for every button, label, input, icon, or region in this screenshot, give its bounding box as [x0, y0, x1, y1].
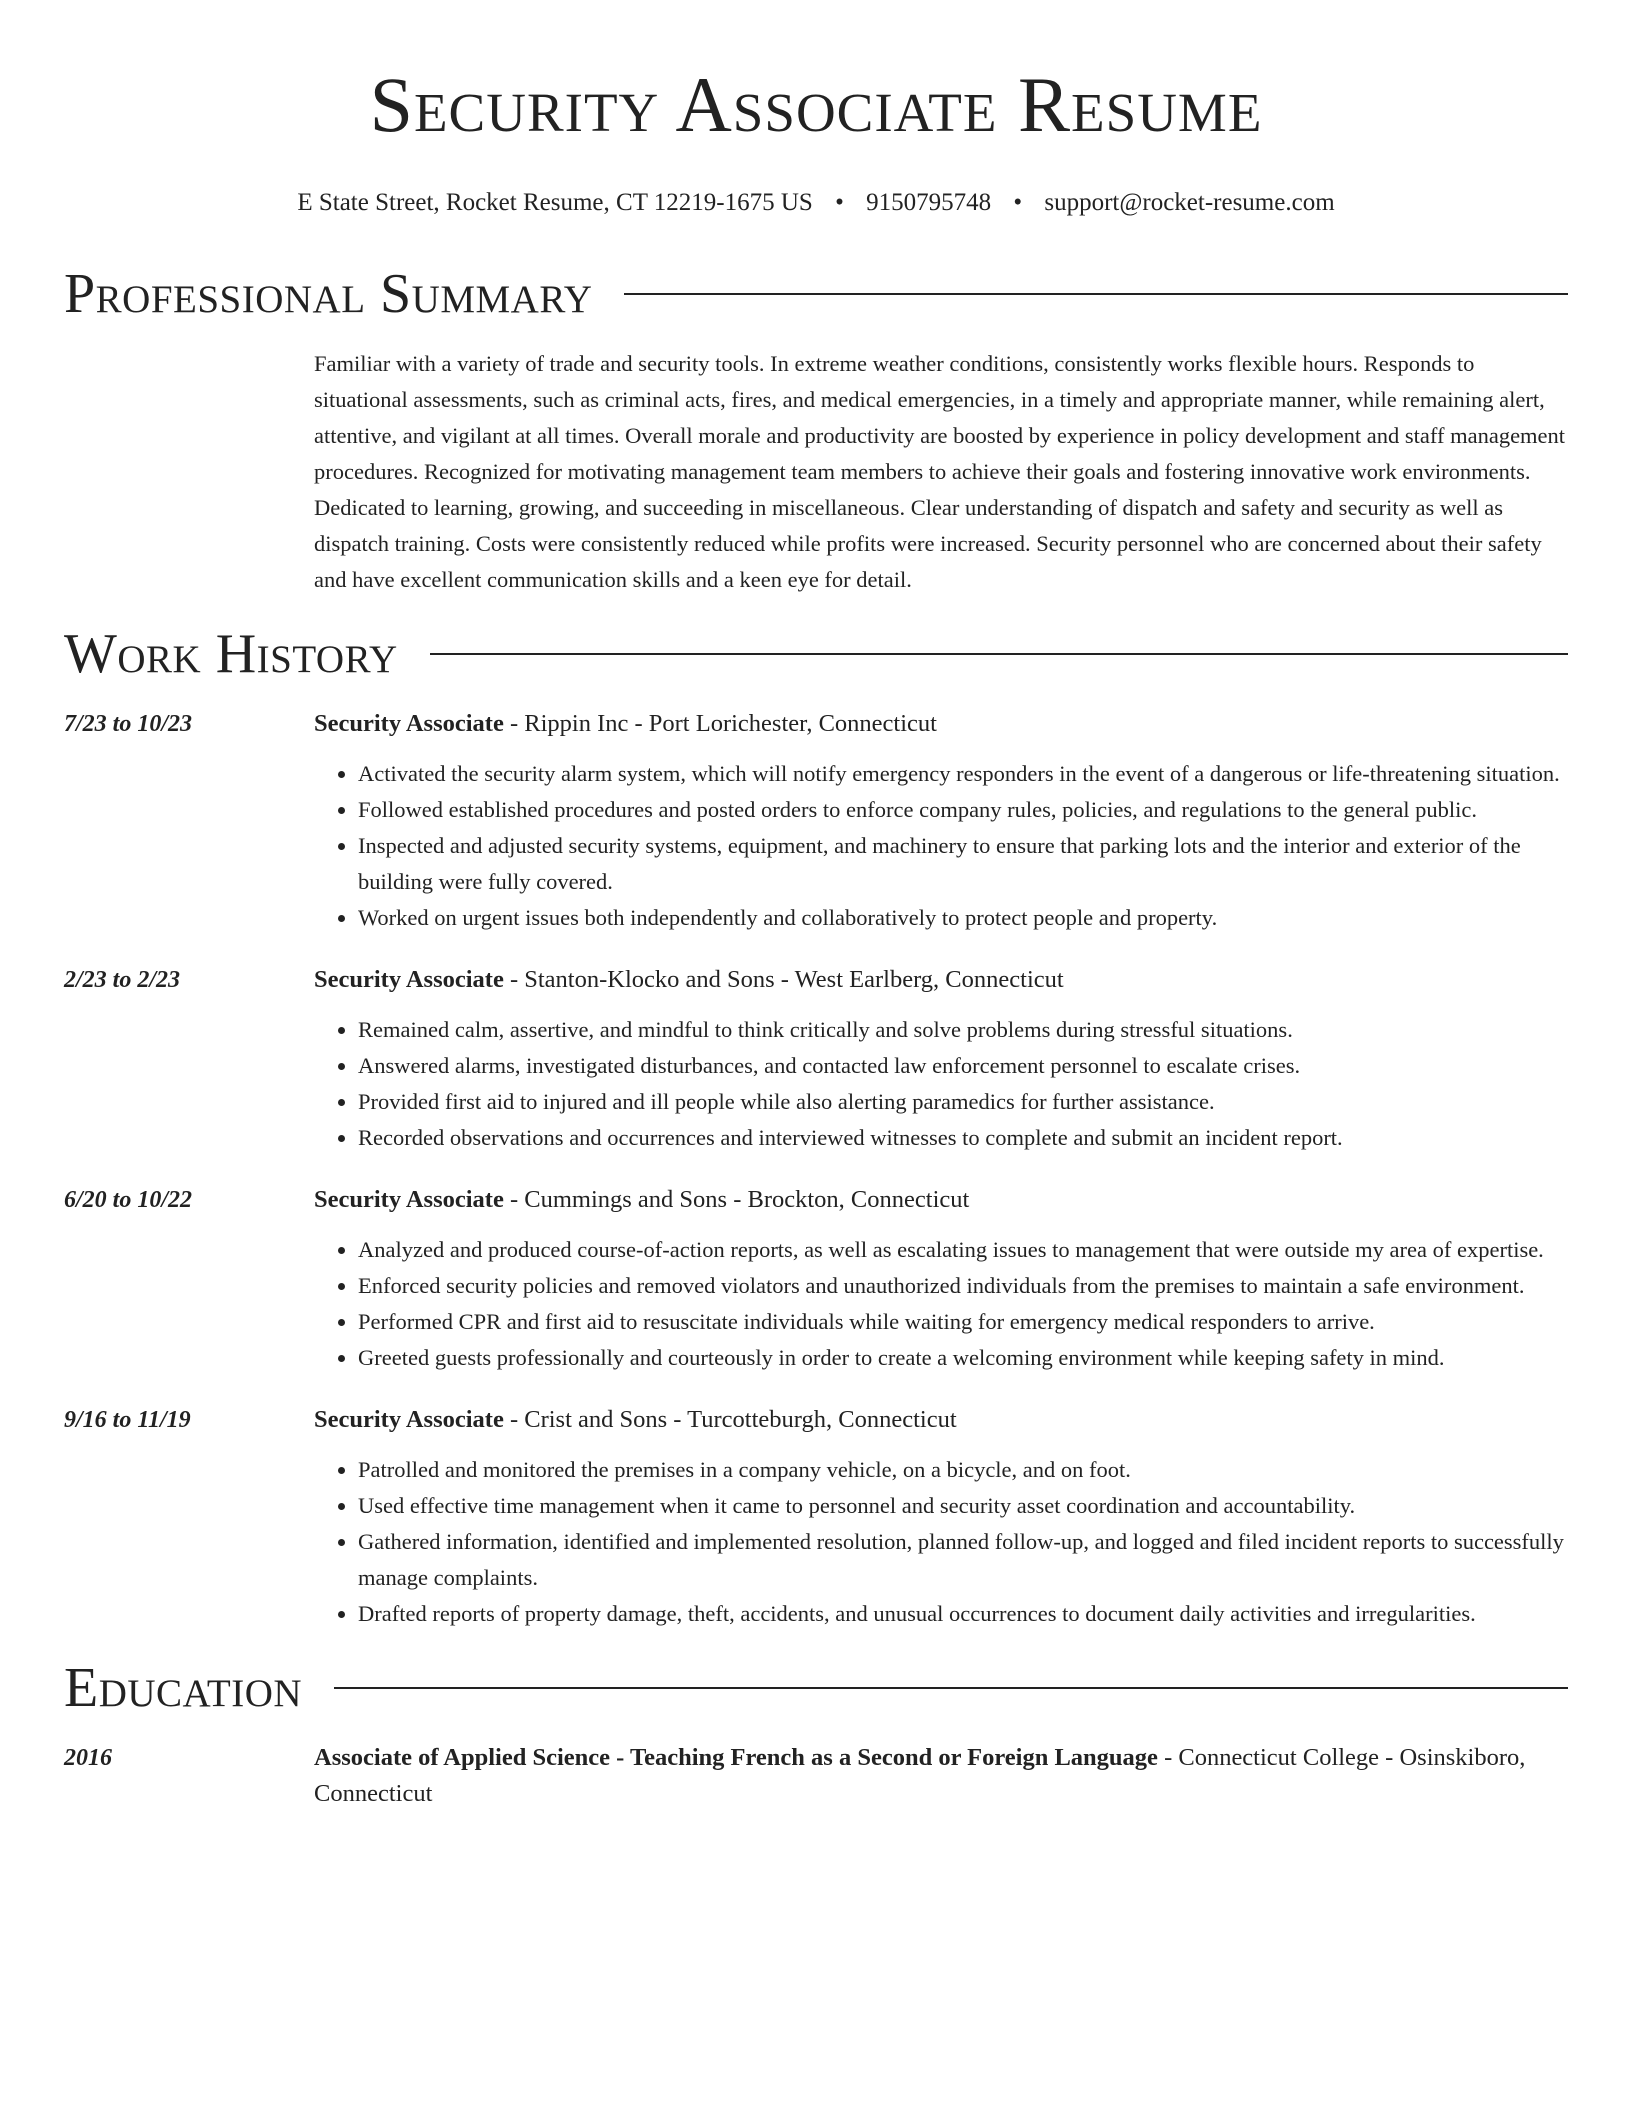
education-school-location: - Connecticut College - Osinskiboro, Connecticut	[314, 1744, 1526, 1807]
work-history-list	[64, 706, 1568, 1632]
job-body	[314, 1182, 1568, 1376]
job-title: Security Associate	[314, 1186, 504, 1213]
job-bullet: • Analyzed and produced course-of-action reports, as well as escalating issues to management that were outside my area of expertise.	[358, 1232, 1568, 1268]
job-bullets	[314, 1232, 1568, 1376]
job-bullet: • Recorded observations and occurrences and interviewed witnesses to complete and submit an incident report.	[358, 1120, 1568, 1156]
education-degree: Associate of Applied Science - Teaching French as a Second or Foreign Language	[314, 1744, 1158, 1771]
contact-separator: •	[835, 189, 844, 216]
job-body	[314, 962, 1568, 1156]
job-dates: 2/23 to 2/23	[64, 967, 181, 993]
job-title: Security Associate	[314, 966, 504, 993]
summary-section-header	[64, 264, 1568, 324]
summary-text: Familiar with a variety of trade and security tools. In extreme weather conditions, consistently works flexible hours. Responds to situational assessments, such as criminal acts, fires, and medical emergencies, in a timely and appropriate manner, while remaining alert, attentive, and vigilant at all times. Overall morale and productivity are boosted by experience in policy development and staff management procedures. Recognized for motivating management team members to achieve their goals and fostering innovative work environments. Dedicated to learning, growing, and succeeding in miscellaneous. Clear understanding of dispatch and safety and security as well as dispatch training. Costs were consistently reduced while profits were increased. Security personnel who are concerned about their safety and have excellent communication skills and a keen eye for detail.	[314, 351, 1566, 592]
job-company-location: - Cummings and Sons - Brockton, Connecticut	[503, 1186, 970, 1213]
contact-line	[64, 186, 1568, 220]
section-divider	[430, 653, 1568, 655]
education-section-header	[64, 1658, 1568, 1718]
job-bullets	[314, 1452, 1568, 1632]
education-heading: Education	[64, 1657, 303, 1719]
job-headline	[314, 706, 1568, 742]
job-dates: 9/16 to 11/19	[64, 1407, 191, 1433]
job-company-location: - Stanton-Klocko and Sons - West Earlberg, Connecticut	[503, 966, 1064, 993]
job-title: Security Associate	[314, 1406, 504, 1433]
job-bullet: • Activated the security alarm system, which will notify emergency responders in the event of a dangerous or life-threatening situation.	[358, 756, 1568, 792]
job-dates: 6/20 to 10/22	[64, 1187, 193, 1213]
job-bullet: • Worked on urgent issues both independently and collaboratively to protect people and property.	[358, 900, 1568, 936]
contact-separator: •	[1013, 189, 1023, 216]
job-bullet: • Followed established procedures and posted orders to enforce company rules, policies, and regulations to the general public.	[358, 792, 1568, 828]
education-headline	[314, 1740, 1568, 1812]
job-company-location: - Rippin Inc - Port Lorichester, Connecticut	[503, 710, 937, 737]
contact-address: E State Street, Rocket Resume, CT 12219-1675 US	[297, 189, 813, 216]
job-body	[314, 706, 1568, 936]
resume-title: Security Associate Resume	[369, 61, 1263, 148]
job-bullet: • Enforced security policies and removed violators and unauthorized individuals from the premises to maintain a safe environment.	[358, 1268, 1568, 1304]
summary-heading: Professional Summary	[64, 263, 593, 325]
job-dates: 7/23 to 10/23	[64, 711, 193, 737]
job-headline	[314, 1402, 1568, 1438]
job-bullets	[314, 1012, 1568, 1156]
job-title: Security Associate	[314, 710, 504, 737]
job-entry	[64, 1402, 1568, 1632]
job-bullet: • Drafted reports of property damage, theft, accidents, and unusual occurrences to document daily activities and irregularities.	[358, 1596, 1568, 1632]
job-bullet: • Answered alarms, investigated disturbances, and contacted law enforcement personnel to escalate crises.	[358, 1048, 1568, 1084]
job-bullet: • Used effective time management when it came to personnel and security asset coordination and accountability.	[358, 1488, 1568, 1524]
section-divider	[334, 1687, 1568, 1689]
job-entry	[64, 706, 1568, 936]
job-bullets	[314, 756, 1568, 936]
job-bullet: • Gathered information, identified and implemented resolution, planned follow-up, and logged and filed incident reports to successfully manage complaints.	[358, 1524, 1568, 1596]
job-bullet: • Inspected and adjusted security systems, equipment, and machinery to ensure that parking lots and the interior and exterior of the building were fully covered.	[358, 828, 1568, 900]
job-bullet: • Greeted guests professionally and courteously in order to create a welcoming environment while keeping safety in mind.	[358, 1340, 1568, 1376]
education-entry	[64, 1740, 1568, 1812]
job-bullet: • Provided first aid to injured and ill people while also alerting paramedics for further assistance.	[358, 1084, 1568, 1120]
work-section-header	[64, 624, 1568, 684]
job-entry	[64, 1182, 1568, 1376]
job-entry	[64, 962, 1568, 1156]
job-body	[314, 1402, 1568, 1632]
work-heading: Work History	[64, 623, 398, 685]
job-headline	[314, 1182, 1568, 1218]
job-bullet: • Remained calm, assertive, and mindful to think critically and solve problems during stressful situations.	[358, 1012, 1568, 1048]
job-bullet: • Patrolled and monitored the premises in a company vehicle, on a bicycle, and on foot.	[358, 1452, 1568, 1488]
job-bullet: • Performed CPR and first aid to resuscitate individuals while waiting for emergency medical responders to arrive.	[358, 1304, 1568, 1340]
section-divider	[624, 293, 1568, 295]
job-company-location: - Crist and Sons - Turcotteburgh, Connecticut	[503, 1406, 957, 1433]
education-list	[64, 1740, 1568, 1812]
education-year: 2016	[64, 1745, 112, 1771]
education-body	[314, 1740, 1568, 1812]
contact-phone: 9150795748	[866, 189, 992, 216]
job-headline	[314, 962, 1568, 998]
contact-email: support@rocket-resume.com	[1044, 189, 1335, 216]
